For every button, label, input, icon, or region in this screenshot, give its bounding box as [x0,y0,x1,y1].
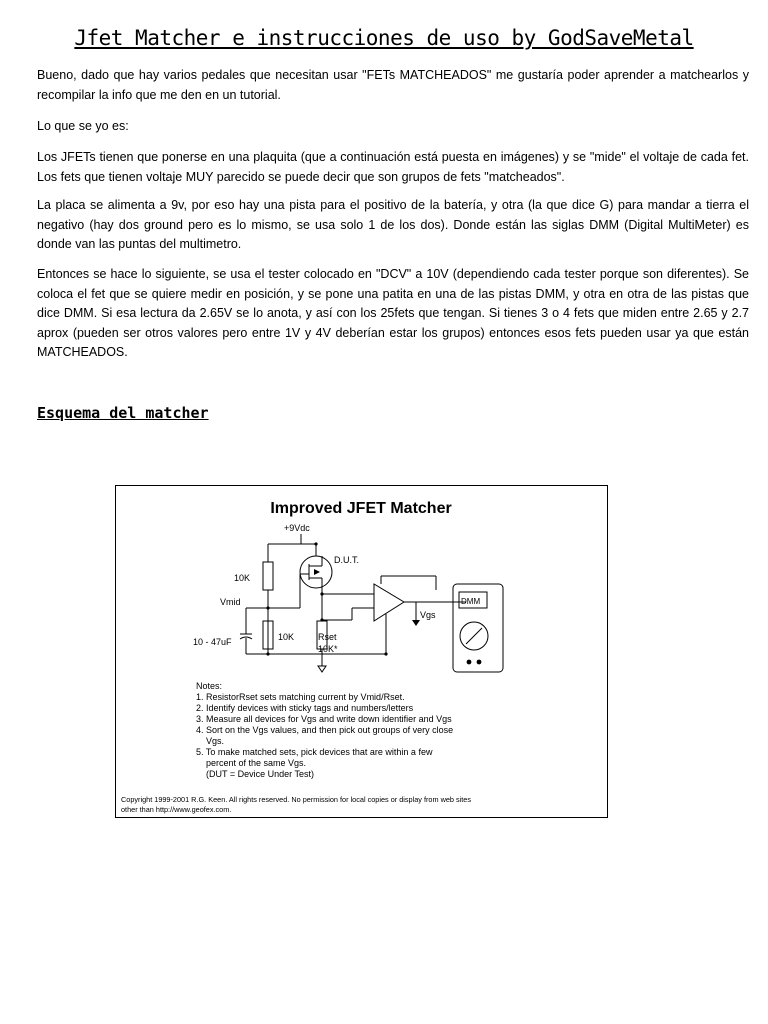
note-line: percent of the same Vgs. [196,758,307,768]
note-line: 3. Measure all devices for Vgs and write down identifier and Vgs [196,714,452,724]
label-vdc: +9Vdc [284,523,310,533]
section-heading-schematic: Esquema del matcher [37,404,209,422]
intro-paragraph: Bueno, dado que hay varios pedales que necesitan usar "FETs MATCHEADOS" me gustaría poder aprender a matchearlos y recompilar la info que me den en un tutorial. [37,68,749,102]
note-line: 5. To make matched sets, pick devices that are within a few [196,747,433,757]
label-rset: Rset [318,632,337,642]
document-title: Jfet Matcher e instrucciones de uso by GodSaveMetal [74,26,694,50]
note-line: (DUT = Device Under Test) [196,769,314,779]
label-r-top: 10K [234,573,251,583]
label-capacitor: 10 - 47uF [193,637,232,647]
note-line: 2. Identify devices with sticky tags and numbers/letters [196,703,414,713]
figure-title: Improved JFET Matcher [270,500,452,517]
schematic-figure [115,485,608,818]
label-vmid: Vmid [220,597,241,607]
label-dut: D.U.T. [334,555,360,565]
power-paragraph: La placa se alimenta a 9v, por eso hay una pista para el positivo de la batería, y otra (la que dice G) para mandar a tierra el negativo (hay dos ground pero es lo mismo, se usa solo 1 de los dos). Donde están las siglas DMM (Digital MultiMeter) es donde van las puntas del multimetro. [37,198,749,251]
procedure-paragraph: Entonces se hace lo siguiente, se usa el tester colocado en "DCV" a 10V (dependiendo cada tester porque son diferentes). Se coloca el fet que se quiere medir en posición, y se pone una patita en una de las pistas DMM, y otra en otra de las pistas que dice DMM. Si esa lectura da 2.65V se lo anota, y así con los 25fets que tengan. Si tienes 3 o 4 fets que miden entre 2.65 y 2.7 aprox (pueden ser otros valores pero entre 1V y 4V deberían estar los grupos) entonces esos fets pueden usar ya que están MATCHEADOS. [37,267,749,359]
notes-heading: Notes: [196,681,223,691]
note-line: 1. ResistorRset sets matching current by Vmid/Rset. [196,692,405,702]
copyright-line: Copyright 1999-2001 R.G. Keen. All rights reserved. No permission for local copies or display from web sites [121,795,472,804]
jfet-paragraph: Los JFETs tienen que ponerse en una plaquita (que a continuación está puesta en imágenes) y se "mide" el voltaje de cada fet. Los fets que tienen voltaje MUY parecido se puede decir que son grupos de fets "matcheados". [37,150,749,184]
knowledge-intro: Lo que se yo es: [37,119,129,133]
label-vgs: Vgs [420,610,436,620]
label-dmm: DMM [461,597,481,606]
copyright-line: other than http://www.geofex.com. [121,805,232,814]
label-rset-value: 10K* [318,644,338,654]
note-line: 4. Sort on the Vgs values, and then pick out groups of very close [196,725,454,735]
label-r-bottom: 10K [278,632,295,642]
note-line: Vgs. [196,736,225,746]
